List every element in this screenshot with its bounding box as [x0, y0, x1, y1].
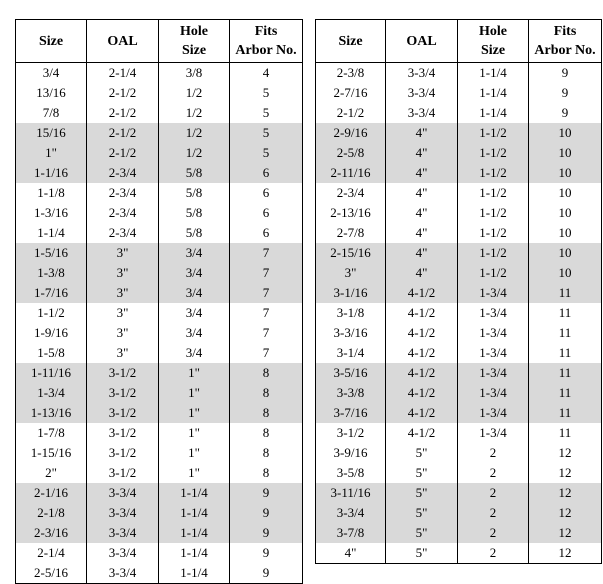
oal-cell: 3-1/2: [87, 423, 159, 443]
hole-size-cell: 1-1/2: [458, 203, 529, 223]
size-cell: 1-15/16: [16, 443, 87, 463]
hole-size-cell: 1-1/2: [458, 183, 529, 203]
hole-size-cell: 1-1/2: [458, 163, 529, 183]
table-row: [316, 303, 602, 323]
hole-size-cell: 1-3/4: [458, 343, 529, 363]
hole-size-cell: 5/8: [159, 223, 230, 243]
oal-cell: 4-1/2: [386, 303, 458, 323]
oal-cell: 4": [386, 163, 458, 183]
oal-cell: 4-1/2: [386, 283, 458, 303]
arbor-no-cell: 10: [529, 243, 602, 263]
arbor-size-table-left: [15, 19, 303, 584]
arbor-no-cell: 12: [529, 503, 602, 523]
hole-size-cell: 1-1/2: [458, 143, 529, 163]
size-cell: 3-5/8: [316, 463, 386, 483]
size-cell: 1": [16, 143, 87, 163]
size-cell: 1-1/4: [16, 223, 87, 243]
oal-cell: 3-3/4: [386, 83, 458, 103]
arbor-no-cell: 9: [230, 563, 303, 584]
arbor-no-cell: 7: [230, 263, 303, 283]
table-row: [316, 283, 602, 303]
arbor-no-cell: 12: [529, 463, 602, 483]
arbor-no-cell: 8: [230, 383, 303, 403]
arbor-no-cell: 11: [529, 343, 602, 363]
table-row: [16, 403, 303, 423]
arbor-no-cell: 7: [230, 243, 303, 263]
hole-size-cell: 2: [458, 443, 529, 463]
oal-cell: 3-3/4: [87, 483, 159, 503]
arbor-no-cell: 11: [529, 423, 602, 443]
oal-cell: 4-1/2: [386, 423, 458, 443]
table-row: [16, 443, 303, 463]
arbor-no-cell: 11: [529, 403, 602, 423]
hole-size-cell: 1-3/4: [458, 303, 529, 323]
table-row: [316, 243, 602, 263]
table-row: [316, 423, 602, 443]
arbor-no-cell: 10: [529, 143, 602, 163]
arbor-no-cell: 7: [230, 283, 303, 303]
oal-cell: 3-3/4: [87, 523, 159, 543]
oal-cell: 4-1/2: [386, 323, 458, 343]
arbor-no-cell: 9: [230, 543, 303, 563]
size-cell: 1-1/16: [16, 163, 87, 183]
size-cell: 3-7/16: [316, 403, 386, 423]
fits-arbor-header: Fits Arbor No.: [230, 20, 303, 63]
hole-size-cell: 1/2: [159, 123, 230, 143]
hole-size-cell: 5/8: [159, 203, 230, 223]
table-row: [316, 123, 602, 143]
table-row: [316, 203, 602, 223]
arbor-no-cell: 9: [230, 483, 303, 503]
size-cell: 2": [16, 463, 87, 483]
table-row: [16, 423, 303, 443]
table-row: [16, 383, 303, 403]
hole-size-cell: 3/4: [159, 243, 230, 263]
oal-cell: 4": [386, 243, 458, 263]
arbor-no-cell: 12: [529, 523, 602, 543]
oal-cell: 3-1/2: [87, 403, 159, 423]
size-cell: 2-1/2: [316, 103, 386, 123]
hole-size-cell: 1-1/4: [159, 543, 230, 563]
table-row: [316, 503, 602, 523]
hole-size-cell: 1-1/2: [458, 223, 529, 243]
arbor-no-cell: 9: [529, 83, 602, 103]
table-row: [16, 323, 303, 343]
arbor-no-cell: 8: [230, 403, 303, 423]
hole-size-cell: 1-1/4: [159, 563, 230, 584]
oal-cell: 2-1/4: [87, 63, 159, 84]
table-row: [316, 463, 602, 483]
oal-cell: 5": [386, 463, 458, 483]
size-cell: 3-9/16: [316, 443, 386, 463]
table-row: [16, 143, 303, 163]
oal-cell: 3-1/2: [87, 363, 159, 383]
arbor-no-cell: 10: [529, 203, 602, 223]
arbor-no-cell: 7: [230, 303, 303, 323]
oal-cell: 4": [386, 223, 458, 243]
hole-size-cell: 1": [159, 443, 230, 463]
oal-cell: 4": [386, 123, 458, 143]
oal-cell: 3": [87, 303, 159, 323]
size-header: Size: [316, 20, 386, 63]
arbor-no-cell: 10: [529, 183, 602, 203]
size-cell: 2-3/4: [316, 183, 386, 203]
table-row: [316, 263, 602, 283]
table-row: [316, 483, 602, 503]
oal-cell: 5": [386, 483, 458, 503]
hole-size-header: Hole Size: [159, 20, 230, 63]
table-row: [16, 463, 303, 483]
size-cell: 2-9/16: [316, 123, 386, 143]
oal-cell: 2-3/4: [87, 203, 159, 223]
oal-cell: 4": [386, 183, 458, 203]
hole-size-cell: 1-3/4: [458, 363, 529, 383]
arbor-no-cell: 10: [529, 223, 602, 243]
hole-size-cell: 5/8: [159, 163, 230, 183]
oal-cell: 3-3/4: [386, 103, 458, 123]
size-cell: 1-5/16: [16, 243, 87, 263]
table-body: [316, 63, 602, 564]
size-cell: 3-1/2: [316, 423, 386, 443]
size-cell: 15/16: [16, 123, 87, 143]
table-row: [316, 83, 602, 103]
arbor-no-cell: 5: [230, 103, 303, 123]
oal-cell: 4-1/2: [386, 383, 458, 403]
oal-cell: 3-1/2: [87, 443, 159, 463]
size-cell: 2-3/16: [16, 523, 87, 543]
table-row: [16, 363, 303, 383]
size-cell: 2-1/8: [16, 503, 87, 523]
oal-cell: 3-1/2: [87, 463, 159, 483]
oal-cell: 4-1/2: [386, 403, 458, 423]
hole-size-cell: 3/4: [159, 283, 230, 303]
size-cell: 2-1/16: [16, 483, 87, 503]
table-row: [16, 343, 303, 363]
size-header: Size: [16, 20, 87, 63]
size-cell: 1-1/8: [16, 183, 87, 203]
oal-cell: 2-1/2: [87, 103, 159, 123]
header-row: [16, 20, 303, 63]
table-row: [316, 443, 602, 463]
arbor-no-cell: 11: [529, 363, 602, 383]
size-cell: 3-1/16: [316, 283, 386, 303]
table-row: [316, 323, 602, 343]
table-row: [16, 123, 303, 143]
arbor-no-cell: 6: [230, 203, 303, 223]
arbor-no-cell: 11: [529, 283, 602, 303]
table-row: [16, 263, 303, 283]
arbor-no-cell: 4: [230, 63, 303, 84]
size-cell: 2-11/16: [316, 163, 386, 183]
size-cell: 7/8: [16, 103, 87, 123]
oal-cell: 3-3/4: [87, 503, 159, 523]
size-cell: 13/16: [16, 83, 87, 103]
hole-size-cell: 1-3/4: [458, 423, 529, 443]
oal-cell: 3": [87, 263, 159, 283]
arbor-no-cell: 10: [529, 263, 602, 283]
oal-cell: 3-3/4: [87, 543, 159, 563]
size-cell: 2-5/8: [316, 143, 386, 163]
arbor-no-cell: 5: [230, 123, 303, 143]
hole-size-cell: 2: [458, 483, 529, 503]
arbor-no-cell: 8: [230, 363, 303, 383]
hole-size-cell: 1-1/2: [458, 263, 529, 283]
oal-header: OAL: [87, 20, 159, 63]
arbor-no-cell: 7: [230, 343, 303, 363]
arbor-no-cell: 8: [230, 423, 303, 443]
hole-size-cell: 1-1/2: [458, 123, 529, 143]
hole-size-cell: 1": [159, 383, 230, 403]
oal-cell: 5": [386, 503, 458, 523]
hole-size-cell: 1-3/4: [458, 383, 529, 403]
arbor-no-cell: 6: [230, 223, 303, 243]
size-cell: 3/4: [16, 63, 87, 84]
fits-arbor-header: Fits Arbor No.: [529, 20, 602, 63]
hole-size-cell: 1-3/4: [458, 323, 529, 343]
table-row: [316, 63, 602, 84]
size-cell: 2-15/16: [316, 243, 386, 263]
hole-size-cell: 5/8: [159, 183, 230, 203]
table-row: [316, 523, 602, 543]
oal-header: OAL: [386, 20, 458, 63]
arbor-no-cell: 9: [230, 523, 303, 543]
oal-cell: 4-1/2: [386, 363, 458, 383]
arbor-no-cell: 12: [529, 443, 602, 463]
size-cell: 2-7/16: [316, 83, 386, 103]
size-cell: 2-1/4: [16, 543, 87, 563]
arbor-no-cell: 11: [529, 303, 602, 323]
hole-size-cell: 1-3/4: [458, 403, 529, 423]
hole-size-cell: 1-3/4: [458, 283, 529, 303]
arbor-no-cell: 12: [529, 483, 602, 503]
size-cell: 3-1/8: [316, 303, 386, 323]
hole-size-cell: 1": [159, 363, 230, 383]
table-row: [16, 503, 303, 523]
hole-size-cell: 2: [458, 523, 529, 543]
header-row: [316, 20, 602, 63]
size-cell: 1-13/16: [16, 403, 87, 423]
oal-cell: 4": [386, 263, 458, 283]
size-cell: 1-9/16: [16, 323, 87, 343]
size-cell: 1-11/16: [16, 363, 87, 383]
hole-size-cell: 1-1/4: [458, 83, 529, 103]
oal-cell: 3": [87, 283, 159, 303]
hole-size-cell: 1-1/4: [159, 503, 230, 523]
table-row: [316, 183, 602, 203]
hole-size-cell: 1-1/2: [458, 243, 529, 263]
arbor-no-cell: 10: [529, 123, 602, 143]
hole-size-cell: 3/8: [159, 63, 230, 84]
table-row: [316, 223, 602, 243]
hole-size-cell: 1-1/4: [458, 63, 529, 84]
hole-size-cell: 2: [458, 543, 529, 564]
arbor-no-cell: 11: [529, 323, 602, 343]
table-row: [16, 483, 303, 503]
table-row: [16, 103, 303, 123]
size-cell: 1-3/8: [16, 263, 87, 283]
size-cell: 3-5/16: [316, 363, 386, 383]
hole-size-cell: 1/2: [159, 83, 230, 103]
oal-cell: 5": [386, 443, 458, 463]
size-cell: 3-7/8: [316, 523, 386, 543]
oal-cell: 3-3/4: [87, 563, 159, 584]
table-row: [316, 403, 602, 423]
hole-size-header: Hole Size: [458, 20, 529, 63]
arbor-no-cell: 5: [230, 143, 303, 163]
table-row: [16, 223, 303, 243]
table-row: [16, 163, 303, 183]
table-row: [316, 543, 602, 564]
arbor-no-cell: 10: [529, 163, 602, 183]
size-cell: 3-1/4: [316, 343, 386, 363]
table-row: [316, 343, 602, 363]
size-cell: 1-7/16: [16, 283, 87, 303]
size-cell: 1-3/4: [16, 383, 87, 403]
size-cell: 1-5/8: [16, 343, 87, 363]
table-row: [16, 183, 303, 203]
oal-cell: 2-1/2: [87, 143, 159, 163]
oal-cell: 5": [386, 543, 458, 564]
oal-cell: 2-3/4: [87, 163, 159, 183]
table-row: [316, 103, 602, 123]
arbor-no-cell: 5: [230, 83, 303, 103]
hole-size-cell: 3/4: [159, 323, 230, 343]
table-row: [316, 163, 602, 183]
hole-size-cell: 1/2: [159, 103, 230, 123]
arbor-no-cell: 9: [230, 503, 303, 523]
size-cell: 1-3/16: [16, 203, 87, 223]
hole-size-cell: 1-1/4: [159, 523, 230, 543]
size-cell: 3": [316, 263, 386, 283]
hole-size-cell: 1-1/4: [458, 103, 529, 123]
table-row: [16, 83, 303, 103]
oal-cell: 3-1/2: [87, 383, 159, 403]
oal-cell: 3": [87, 343, 159, 363]
oal-cell: 2-3/4: [87, 183, 159, 203]
oal-cell: 4": [386, 143, 458, 163]
oal-cell: 2-3/4: [87, 223, 159, 243]
oal-cell: 5": [386, 523, 458, 543]
size-cell: 3-3/16: [316, 323, 386, 343]
hole-size-cell: 1": [159, 463, 230, 483]
hole-size-cell: 1": [159, 423, 230, 443]
table-row: [316, 363, 602, 383]
hole-size-cell: 2: [458, 463, 529, 483]
hole-size-cell: 1": [159, 403, 230, 423]
oal-cell: 4-1/2: [386, 343, 458, 363]
size-cell: 3-3/4: [316, 503, 386, 523]
size-cell: 2-13/16: [316, 203, 386, 223]
hole-size-cell: 3/4: [159, 343, 230, 363]
size-cell: 3-11/16: [316, 483, 386, 503]
size-cell: 4": [316, 543, 386, 564]
arbor-no-cell: 8: [230, 463, 303, 483]
hole-size-cell: 1/2: [159, 143, 230, 163]
arbor-size-table-right: [315, 19, 602, 564]
table-row: [16, 63, 303, 84]
size-cell: 2-5/16: [16, 563, 87, 584]
arbor-no-cell: 6: [230, 163, 303, 183]
table-body: [16, 63, 303, 584]
table-row: [16, 203, 303, 223]
arbor-no-cell: 11: [529, 383, 602, 403]
table-row: [16, 523, 303, 543]
arbor-no-cell: 8: [230, 443, 303, 463]
table-row: [316, 383, 602, 403]
arbor-no-cell: 9: [529, 103, 602, 123]
arbor-no-cell: 6: [230, 183, 303, 203]
arbor-no-cell: 7: [230, 323, 303, 343]
arbor-no-cell: 12: [529, 543, 602, 564]
hole-size-cell: 1-1/4: [159, 483, 230, 503]
arbor-no-cell: 9: [529, 63, 602, 84]
oal-cell: 4": [386, 203, 458, 223]
table-row: [16, 543, 303, 563]
oal-cell: 2-1/2: [87, 83, 159, 103]
table-row: [316, 143, 602, 163]
size-cell: 3-3/8: [316, 383, 386, 403]
size-cell: 1-1/2: [16, 303, 87, 323]
table-row: [16, 563, 303, 584]
size-cell: 2-3/8: [316, 63, 386, 84]
hole-size-cell: 2: [458, 503, 529, 523]
table-row: [16, 303, 303, 323]
oal-cell: 3-3/4: [386, 63, 458, 84]
size-cell: 1-7/8: [16, 423, 87, 443]
table-row: [16, 283, 303, 303]
oal-cell: 3": [87, 243, 159, 263]
oal-cell: 3": [87, 323, 159, 343]
size-cell: 2-7/8: [316, 223, 386, 243]
hole-size-cell: 3/4: [159, 263, 230, 283]
table-row: [16, 243, 303, 263]
hole-size-cell: 3/4: [159, 303, 230, 323]
oal-cell: 2-1/2: [87, 123, 159, 143]
